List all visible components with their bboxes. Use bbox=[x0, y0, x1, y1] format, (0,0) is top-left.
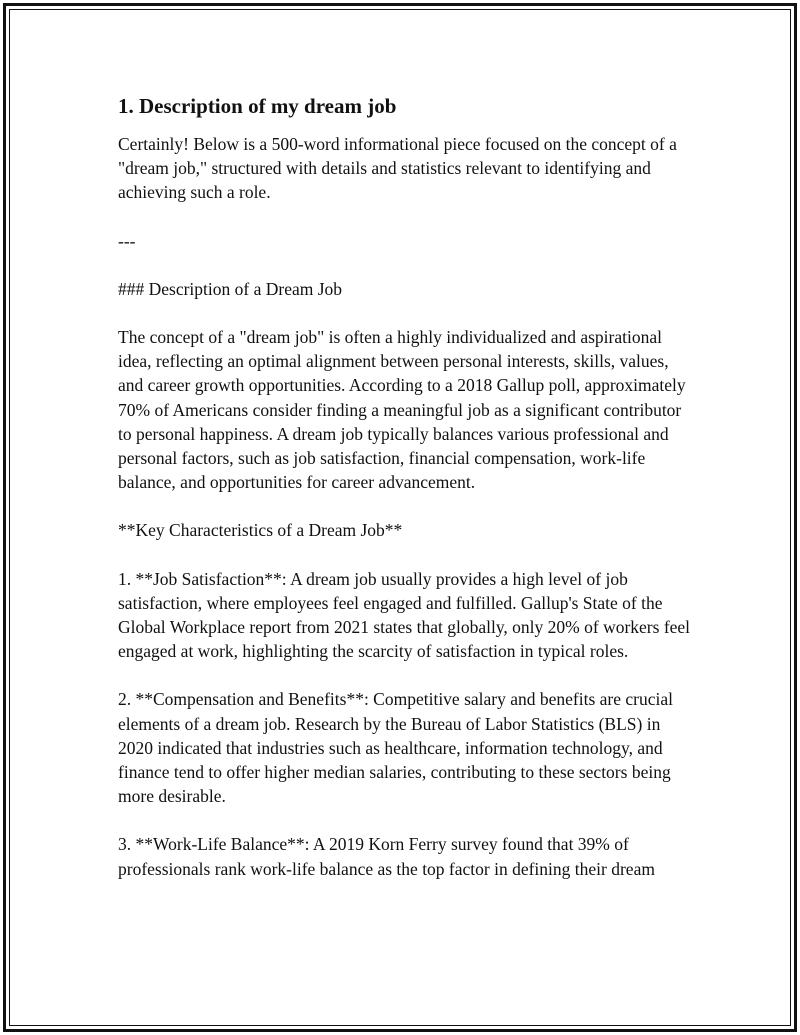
intro-paragraph: Certainly! Below is a 500-word informational piece focused on the concept of a "dream job," structured with details and statistics relevant to identifying and achieving such a role. bbox=[118, 134, 677, 203]
list-item-job-satisfaction: 1. **Job Satisfaction**: A dream job usually provides a high level of job satisfaction, where employees feel engaged and fulfilled. Gallup's State of the Global Workplace report from 2021 states that globally, only 20% of workers feel engaged at work, highlighting the scarcity of satisfaction in typical roles. bbox=[118, 568, 691, 662]
concept-paragraph: The concept of a "dream job" is often a highly individualized and aspirational idea, reflecting an optimal alignment between personal interests, skills, values, and career growth opportunities. According to a 2018 Gallup poll, approximately 70% of Americans consider finding a meaningful job as a significant contributor to personal happiness. A dream job typically balances various professional and personal factors, such as job satisfaction, financial compensation, work-life balance, and opportunities for career advancement. bbox=[118, 327, 686, 493]
list-item-compensation: 2. **Compensation and Benefits**: Competitive salary and benefits are crucial elements of a dream job. Research by the Bureau of Labor Statistics (BLS) in 2020 indicated that industries such as healthcare, information technology, and finance tend to offer higher median salaries, contributing to these sectors being more desirable. bbox=[118, 689, 673, 807]
key-characteristics-heading: **Key Characteristics of a Dream Job** bbox=[118, 520, 403, 541]
section-heading-text: ### Description of a Dream Job bbox=[118, 278, 343, 299]
list-item-work-life-balance: 3. **Work-Life Balance**: A 2019 Korn Ferry survey found that 39% of professionals rank work-life balance as the top factor in defining their dream bbox=[118, 834, 655, 879]
document-body bbox=[118, 92, 693, 905]
separator-text: --- bbox=[118, 230, 136, 251]
document-heading: 1. Description of my dream job bbox=[118, 94, 397, 118]
